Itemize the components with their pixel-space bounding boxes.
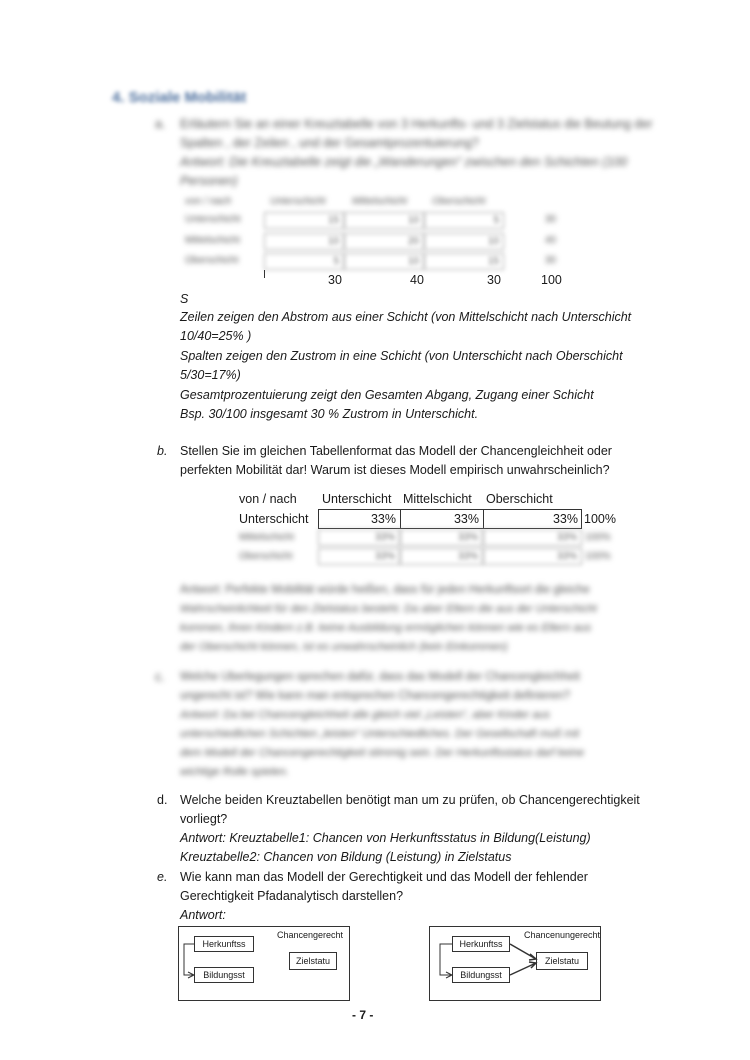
table-b-cell: 33% <box>483 548 582 565</box>
table-a-header-1: Unterschicht <box>270 196 326 207</box>
table-a-cell: 15 <box>264 212 344 229</box>
table-b-row-3-total: 100% <box>585 551 611 562</box>
diagram-fair-target-label: Zielstatu <box>295 956 330 966</box>
table-b-cell: 33% <box>318 548 400 565</box>
diagram-unfair-target-label: Zielstatu <box>544 956 579 966</box>
item-a-answer-line-5: Gesamtprozentuierung zeigt den Gesamten Abgang, Zugang einer Schicht <box>180 388 594 402</box>
table-a-cell: 10 <box>344 253 424 270</box>
table-a-cell: 10 <box>264 233 344 250</box>
item-d-question-line-1: Welche beiden Kreuztabellen benötigt man um zu prüfen, ob Chancengerechtigkeit <box>180 793 640 807</box>
item-b-answer-line-2: Wahrscheinlichkeit für den Zielstatus besteht. Da aber Eltern die aus der Unterschicht <box>180 603 597 615</box>
diagram-fair-path <box>184 944 194 975</box>
item-a-answer-line-1: Zeilen zeigen den Abstrom aus einer Schicht (von Mittelschicht nach Unterschicht <box>180 310 632 324</box>
table-a-col-total-3: 30 <box>487 273 501 287</box>
item-e-question-line-2: Gerechtigkeit Pfadanalytisch darstellen? <box>180 889 404 903</box>
item-b-marker: b. <box>157 444 168 458</box>
diagram-unfair-frame <box>429 926 601 1001</box>
table-a-grand-total: 100 <box>541 273 562 287</box>
table-a-header-3: Oberschicht <box>432 196 486 207</box>
item-a-question-line-2: Spalten , der Zeilen , und der Gesamtprozentuierung? <box>180 136 479 150</box>
item-c-line-4: unterschiedlichen Schichten „leisten“ Unterschiedliches. Der Gesellschaft muß mit <box>180 728 580 740</box>
table-a-row-3-total: 30 <box>545 255 557 266</box>
diagram-fair-education-label: Bildungsst <box>203 970 245 980</box>
item-a-answer-line-4: 5/30=17%) <box>180 368 241 382</box>
diagram-fair-title: Chancengerecht <box>277 930 344 940</box>
item-c-line-5: dem Modell der Chancengerechtigkeit stimmig sein. Der Herkunftsstatus darf keine <box>180 747 585 759</box>
table-a-col-total-1: 30 <box>328 273 342 287</box>
diagram-unfair-path-svg <box>430 927 602 1002</box>
item-b-answer-line-1: Antwort: Perfekte Mobilität würde heißen, dass für jeden Herkunftsort die gleiche <box>180 584 590 596</box>
table-a-cell: 5 <box>424 212 504 229</box>
item-a-question-line-1: Erläutern Sie an einer Kreuztabelle von 3 Herkunfts- und 3 Zielstatus die Beutung der <box>180 117 653 131</box>
table-b-cell: 33% <box>400 548 483 565</box>
table-a-col-total-2: 40 <box>410 273 424 287</box>
item-a-answer-intro-1: Antwort: Die Kreuztabelle zeigt die „Wanderungen“ zwischen den Schichten (100 <box>180 155 628 169</box>
table-b-header-3: Oberschicht <box>486 492 553 506</box>
item-c-marker: c. <box>155 670 165 684</box>
table-b-row-2-total: 100% <box>585 532 611 543</box>
diagram-unfair-origin-label: Herkunftss <box>459 939 503 949</box>
item-a-marker: a. <box>155 117 166 131</box>
table-a-cell: 15 <box>424 253 504 270</box>
table-b-header-1: Unterschicht <box>322 492 392 506</box>
item-a-answer-line-6: Bsp. 30/100 insgesamt 30 % Zustrom in Unterschicht. <box>180 407 479 421</box>
table-a-row-3-label: Oberschicht <box>185 255 239 266</box>
item-c-line-2: ungerecht ist? Wie kann man entsprechen Chancengerechtigkeit definieren? <box>180 690 570 702</box>
table-b-cell: 33% <box>370 512 396 526</box>
table-a-cell: 5 <box>264 253 344 270</box>
item-b-question-line-1: Stellen Sie im gleichen Tabellenformat das Modell der Chancengleichheit oder <box>180 444 612 458</box>
diagram-fair-frame <box>178 926 350 1001</box>
table-a-corner: von / nach <box>185 196 232 207</box>
item-d-question-line-2: vorliegt? <box>180 812 228 826</box>
table-b-row-1-label: Unterschicht <box>239 512 309 526</box>
table-a-header-2: Mittelschicht <box>352 196 408 207</box>
table-b-row-3-label: Oberschicht <box>239 551 293 562</box>
table-b-header-2: Mittelschicht <box>403 492 472 506</box>
item-c-line-3: Antwort: Da bei Chancengleichheit alle gleich viel „Leisten“, aber Kinder aus <box>180 709 550 721</box>
item-a-answer-intro-2: Personen) <box>180 174 238 188</box>
diagram-fair-path-svg <box>179 927 351 1002</box>
table-b-row-2-label: Mittelschicht <box>239 532 295 543</box>
table-a-row-1-label: Unterschicht <box>185 214 241 225</box>
table-a-row-2-label: Mittelschicht <box>185 235 241 246</box>
table-a-cell: 10 <box>424 233 504 250</box>
item-b-answer-line-4: der Oberschicht können, ist es unwahrscheinlich (kein Einkommen) <box>180 641 508 653</box>
item-c-line-6: wichtige Rolle spielen. <box>180 766 289 778</box>
item-c-line-1: Welche Überlegungen sprechen dafür, dass das Modell der Chancengleichheit <box>180 671 580 683</box>
item-a-answer-line-3: Spalten zeigen den Zustrom in eine Schicht (von Unterschicht nach Oberschicht <box>180 349 623 363</box>
item-e-answer-label: Antwort: <box>180 908 226 922</box>
table-a-cell: 20 <box>344 233 424 250</box>
item-e-question-line-1: Wie kann man das Modell der Gerechtigkeit und das Modell der fehlender <box>180 870 588 884</box>
diagram-unfair-education-arrow <box>510 963 536 975</box>
item-d-marker: d. <box>157 793 168 807</box>
item-b-answer-line-3: kommen, ihren Kindern z.B. keine Ausbildung ermöglichen können wie es Eltern aus <box>180 622 592 634</box>
table-b-row-1 <box>318 509 582 529</box>
diagram-unfair-title: Chancenungerecht <box>524 930 601 940</box>
section-heading: 4. Soziale Mobilität <box>112 89 247 106</box>
table-a-tick <box>264 270 265 278</box>
table-b-row-1-total: 100% <box>584 512 616 526</box>
table-b-corner: von / nach <box>239 492 297 506</box>
item-a-answer-line-2: 10/40=25% ) <box>180 329 252 343</box>
table-b-cell: 33% <box>318 529 400 546</box>
table-b-cell: 33% <box>400 529 483 546</box>
diagram-unfair-path <box>440 944 452 975</box>
diagram-fair-origin-label: Herkunftss <box>202 939 246 949</box>
item-b-question-line-2: perfekten Mobilität dar! Warum ist dieses Modell empirisch unwahrscheinlich? <box>180 463 610 477</box>
item-e-marker: e. <box>157 870 168 884</box>
table-b-cell: 33% <box>483 529 582 546</box>
table-b-cell: 33% <box>552 512 578 526</box>
item-d-answer-line-2: Kreuztabelle2: Chancen von Bildung (Leistung) in Zielstatus <box>180 850 512 864</box>
stray-text: S <box>180 292 189 306</box>
item-d-answer-line-1: Antwort: Kreuztabelle1: Chancen von Herkunftsstatus in Bildung(Leistung) <box>180 831 591 845</box>
diagram-unfair-origin-arrow <box>510 944 536 959</box>
table-a-row-2-total: 40 <box>545 235 557 246</box>
table-a-cell: 10 <box>344 212 424 229</box>
table-b-cell: 33% <box>453 512 479 526</box>
diagram-unfair-education-label: Bildungsst <box>460 970 502 980</box>
table-a-row-1-total: 30 <box>545 214 557 225</box>
page-number: - 7 - <box>352 1008 374 1022</box>
